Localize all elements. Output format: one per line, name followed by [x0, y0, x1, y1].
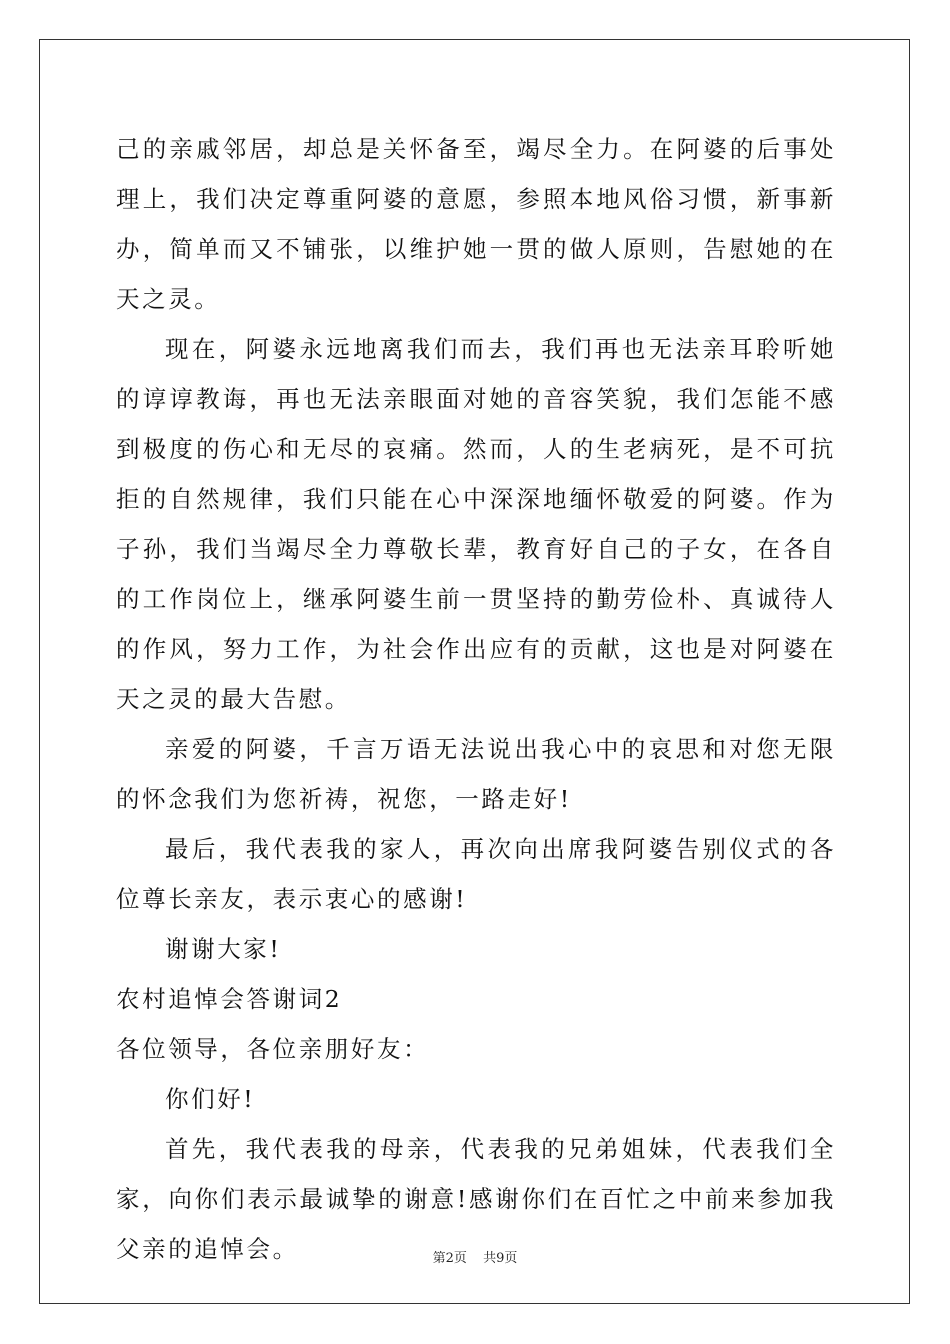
paragraph: 最后，我代表我的家人，再次向出席我阿婆告别仪式的各位尊长亲友，表示衷心的感谢!: [116, 835, 836, 913]
page-number: 第2页: [432, 1251, 467, 1266]
section-heading: 农村追悼会答谢词2: [116, 985, 343, 1013]
document-body: [116, 124, 836, 1274]
paragraph: 己的亲戚邻居，却总是关怀备至，竭尽全力。在阿婆的后事处理上，我们决定尊重阿婆的意愿，参照本地风俗习惯，新事新办，简单而又不铺张，以维护她一贯的做人原则，告慰她的在天之灵。: [116, 135, 836, 313]
page-footer: [0, 1247, 950, 1266]
paragraph: 谢谢大家!: [165, 935, 282, 963]
salutation: 各位领导，各位亲朋好友：: [116, 1035, 430, 1063]
paragraph: 亲爱的阿婆，千言万语无法说出我心中的哀思和对您无限的怀念我们为您祈祷，祝您，一路走好!: [116, 735, 836, 813]
greeting: 你们好!: [165, 1085, 256, 1113]
paragraph: 现在，阿婆永远地离我们而去，我们再也无法亲耳聆听她的谆谆教诲，再也无法亲眼面对她的音容笑貌，我们怎能不感到极度的伤心和无尽的哀痛。然而，人的生老病死，是不可抗拒的自然规律，我们只能在心中深深地缅怀敬爱的阿婆。作为子孙，我们当竭尽全力尊敬长辈，教育好自己的子女，在各自的工作岗位上，继承阿婆生前一贯坚持的勤劳俭朴、真诚待人的作风，努力工作，为社会作出应有的贡献，这也是对阿婆在天之灵的最大告慰。: [116, 335, 836, 713]
paragraph: 首先，我代表我的母亲，代表我的兄弟姐妹，代表我们全家，向你们表示最诚挚的谢意!感谢你们在百忙之中前来参加我父亲的追悼会。: [116, 1135, 836, 1263]
page-total: 共9页: [483, 1251, 518, 1266]
